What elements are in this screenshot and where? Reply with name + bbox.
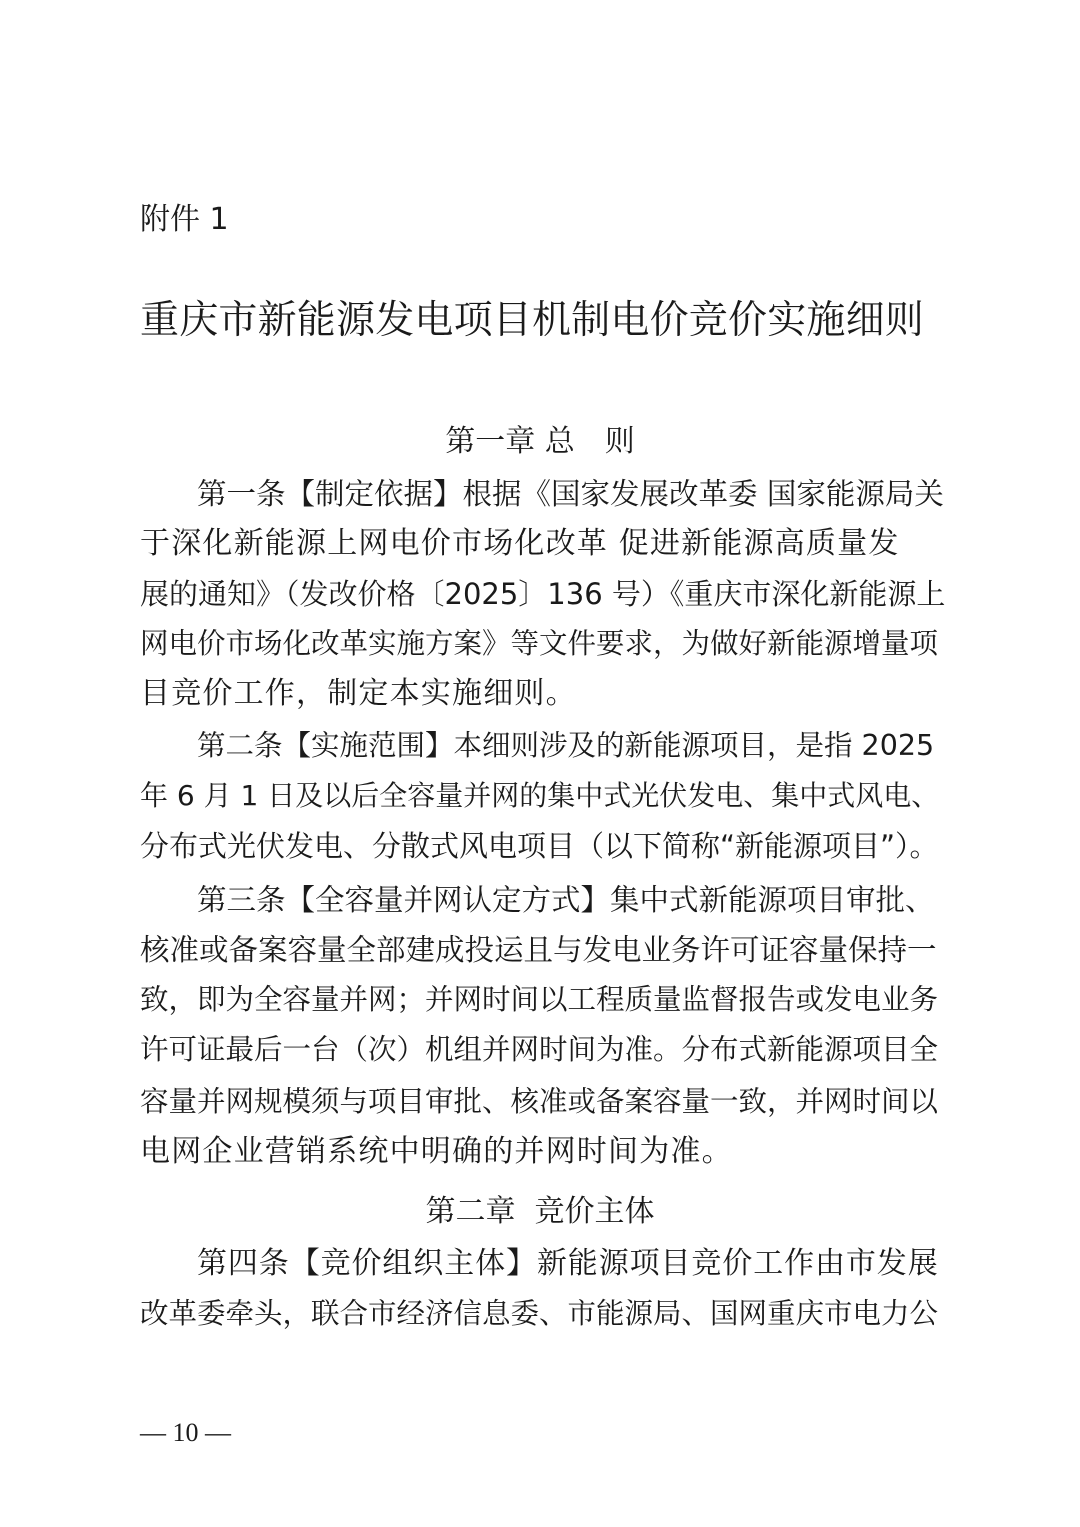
- article-2-line: 年 6 月 1 日及以后全容量并网的集中式光伏发电、集中式风电、: [140, 779, 940, 812]
- article-1-line: 目竞价工作，制定本实施细则。: [140, 676, 577, 711]
- attachment-label: 附件 1: [140, 202, 229, 237]
- article-1-line: 第一条【制定依据】根据《国家发展改革委 国家能源局关: [197, 477, 944, 511]
- article-4-line: 第四条【竞价组织主体】新能源项目竞价工作由市发展: [197, 1246, 939, 1281]
- article-3-line: 电网企业营销系统中明确的并网时间为准。: [140, 1134, 733, 1169]
- chapter-1-heading: 第一章 总 则: [445, 424, 635, 459]
- article-3-line: 第三条【全容量并网认定方式】集中式新能源项目审批、: [197, 883, 935, 917]
- page-number: — 10 —: [140, 1418, 231, 1447]
- article-2-line: 分布式光伏发电、分散式风电项目（以下简称“新能源项目”）。: [140, 829, 939, 863]
- article-1-line: 于深化新能源上网电价市场化改革 促进新能源高质量发: [140, 526, 900, 561]
- article-2-line: 第二条【实施范围】本细则涉及的新能源项目，是指 2025: [197, 729, 935, 762]
- article-3-line: 容量并网规模须与项目审批、核准或备案容量一致，并网时间以: [140, 1085, 939, 1118]
- article-3-line: 许可证最后一台（次）机组并网时间为准。分布式新能源项目全: [140, 1033, 939, 1066]
- document-title: 重庆市新能源发电项目机制电价竞价实施细则: [140, 298, 925, 343]
- article-3-line: 致，即为全容量并网；并网时间以工程质量监督报告或发电业务: [140, 983, 939, 1016]
- article-1-line: 展的通知》（发改价格〔2025〕136 号）《重庆市深化新能源上: [140, 577, 946, 611]
- article-3-line: 核准或备案容量全部建成投运且与发电业务许可证容量保持一: [140, 933, 937, 967]
- chapter-2-heading: 第二章 竞价主体: [425, 1194, 655, 1229]
- article-1-line: 网电价市场化改革实施方案》等文件要求，为做好新能源增量项: [140, 627, 939, 660]
- article-4-line: 改革委牵头，联合市经济信息委、市能源局、国网重庆市电力公: [140, 1297, 939, 1330]
